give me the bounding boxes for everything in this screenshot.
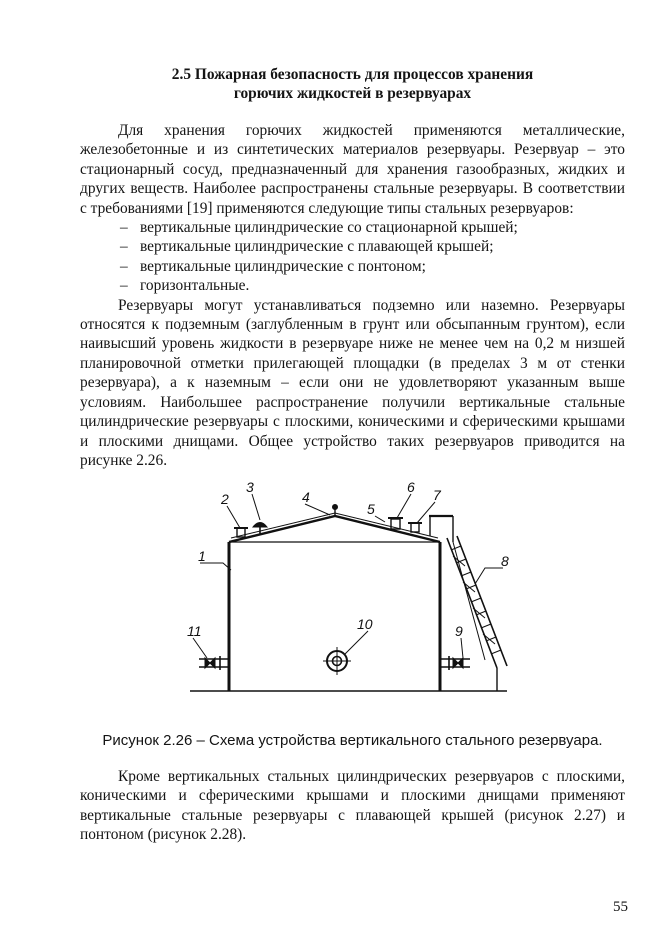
paragraph-intro: Для хранения горючих жидкостей применяются металлические, железобетонные и из синтетических материалов резервуары. Резервуар – это стационарный сосуд, предназначенный для хранения газообразных, жидких и других веществ. Наиболее распространены стальные резервуары. В соответствии с требованиями [19] применяются следующие типы стальных резервуаров: [80, 122, 625, 217]
list-item-text: горизонтальные. [140, 277, 250, 295]
paragraph-installation: Резервуары могут устанавливаться подземно или наземно. Резервуары относятся к подземным (заглубленным в грунт или обсыпанным грунтом), если наивысший уровень жидкости в резервуаре ниже не менее чем на 0,2 м низшей планировочной отметки прилегающей площадки (в пределах 3 м от стенки резервуара), а к наземным – если они не удовлетворяют указанным выше условиям. Наибольшее распространение получили вертикальные стальные цилиндрические резервуары с плоскими, коническими и сферическими крышами и плоскими днищами. Общее устройство таких резервуаров приводится на рисунке 2.26. [80, 296, 625, 469]
list-item [80, 257, 625, 276]
callout-4: 4 [302, 489, 310, 505]
tank-diagram [185, 478, 515, 703]
callout-10: 10 [357, 616, 373, 632]
section-heading-line-2: горючих жидкостей в резервуарах [233, 85, 472, 102]
tank-types-list [80, 218, 625, 296]
breather-valve-3 [253, 523, 267, 528]
list-item [80, 237, 625, 256]
body-text [80, 121, 625, 470]
page-number: 55 [613, 899, 628, 915]
fitting-7 [411, 523, 419, 532]
list-item-text: вертикальные цилиндрические со стационарной крышей; [140, 219, 518, 237]
list-item [80, 276, 625, 295]
tank-diagram-svg [185, 478, 515, 703]
callout-3: 3 [246, 479, 254, 495]
callout-6: 6 [407, 479, 415, 495]
list-item [80, 218, 625, 237]
section-heading [80, 65, 625, 103]
callout-8: 8 [501, 553, 509, 569]
section-heading-line-1: 2.5 Пожарная безопасность для процессов хранения [171, 66, 534, 83]
callout-11: 11 [187, 623, 202, 639]
list-item-text: вертикальные цилиндрические с понтоном; [140, 257, 426, 275]
callout-1: 1 [198, 548, 206, 564]
callout-7: 7 [433, 487, 441, 503]
callout-9: 9 [455, 623, 463, 639]
paragraph-floating-roof: Кроме вертикальных стальных цилиндрических резервуаров с плоскими, коническими и сферическими крышами и плоскими днищами применяют вертикальные стальные резервуары с плавающей крышей (рисунок 2.27) и понтоном (рисунок 2.28). [80, 768, 625, 844]
list-item-text: вертикальные цилиндрические с плавающей крышей; [140, 238, 494, 256]
figure-caption: Рисунок 2.26 – Схема устройства вертикального стального резервуара. [102, 732, 603, 749]
callout-5: 5 [367, 501, 375, 517]
closing-text [80, 767, 625, 845]
callout-2: 2 [221, 491, 229, 507]
